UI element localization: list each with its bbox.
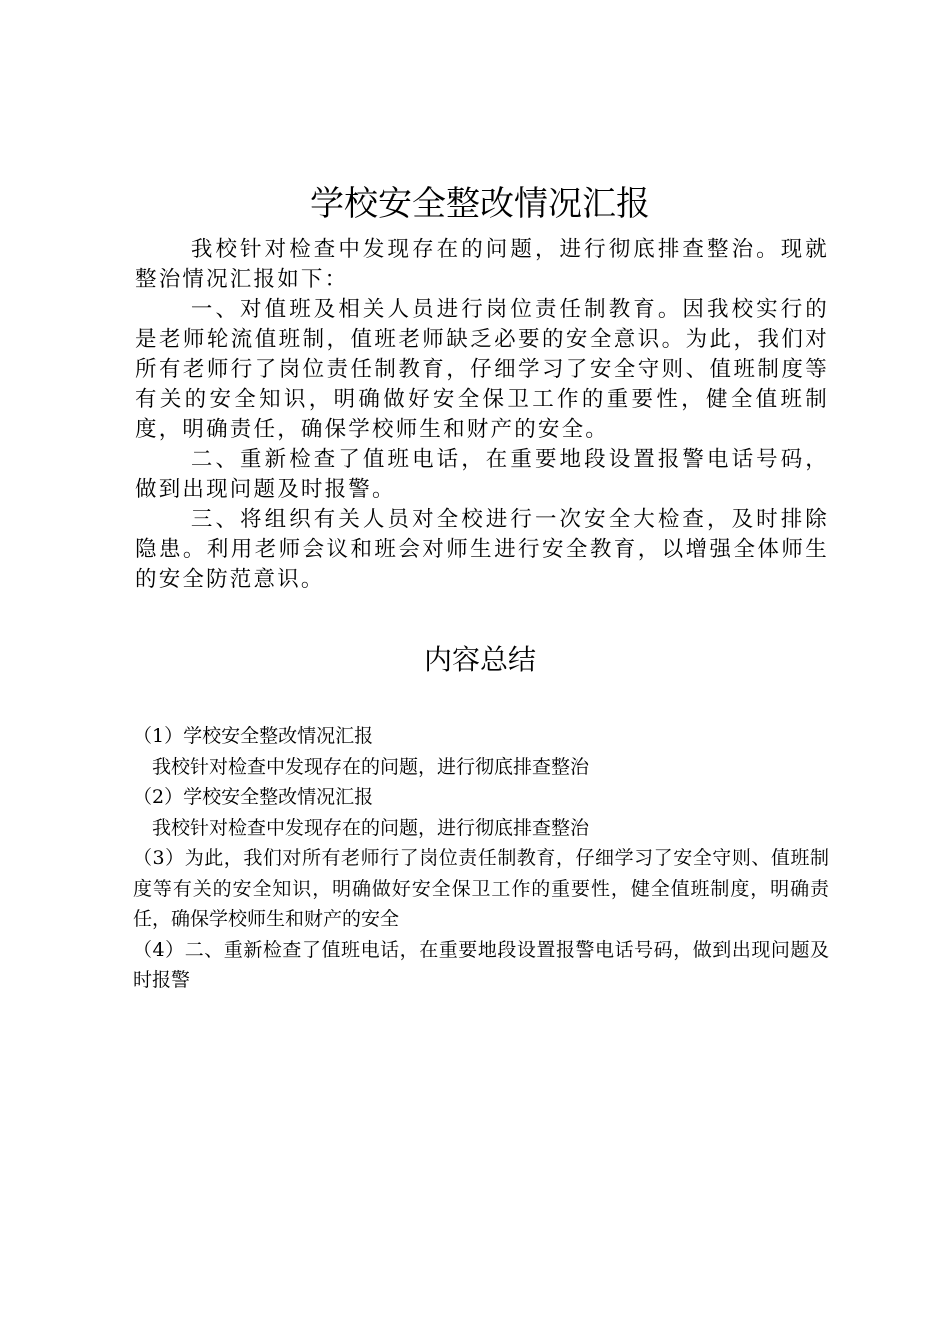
- summary-item-2: （2）学校安全整改情况汇报: [133, 786, 374, 808]
- summary-item-4: （4）二、重新检查了值班电话，在重要地段设置报警电话号码，做到出现问题及时报警: [133, 938, 829, 991]
- summary-detail-1: 我校针对检查中发现存在的问题，进行彻底排查整治: [152, 755, 590, 778]
- summary-list: [133, 721, 829, 996]
- page-title: 学校安全整改情况汇报: [310, 184, 650, 224]
- summary-title: 内容总结: [423, 643, 536, 676]
- summary-detail-2: 我校针对检查中发现存在的问题，进行彻底排查整治: [152, 816, 590, 839]
- paragraph-item-2: 二、重新检查了值班电话，在重要地段设置报警电话号码，做到出现问题及时报警。: [135, 447, 829, 502]
- paragraph-item-1: 一、对值班及相关人员进行岗位责任制教育。因我校实行的是老师轮流值班制，值班老师缺乏必要的安全意识。为此，我们对所有老师行了岗位责任制教育，仔细学习了安全守则、值班制度等有关的安全知识，明确做好安全保卫工作的重要性，健全值班制度，明确责任，确保学校师生和财产的安全。: [135, 297, 829, 442]
- report-body: [135, 235, 829, 595]
- summary-item-3: （3）为此，我们对所有老师行了岗位责任制教育，仔细学习了安全守则、值班制度等有关的安全知识，明确做好安全保卫工作的重要性，健全值班制度，明确责任，确保学校师生和财产的安全: [133, 847, 829, 930]
- paragraph-item-3: 三、将组织有关人员对全校进行一次安全大检查，及时排除隐患。利用老师会议和班会对师生进行安全教育，以增强全体师生的安全防范意识。: [135, 507, 829, 592]
- summary-item-1: （1）学校安全整改情况汇报: [133, 725, 374, 747]
- intro-paragraph: 我校针对检查中发现存在的问题，进行彻底排查整治。现就整治情况汇报如下：: [135, 237, 829, 292]
